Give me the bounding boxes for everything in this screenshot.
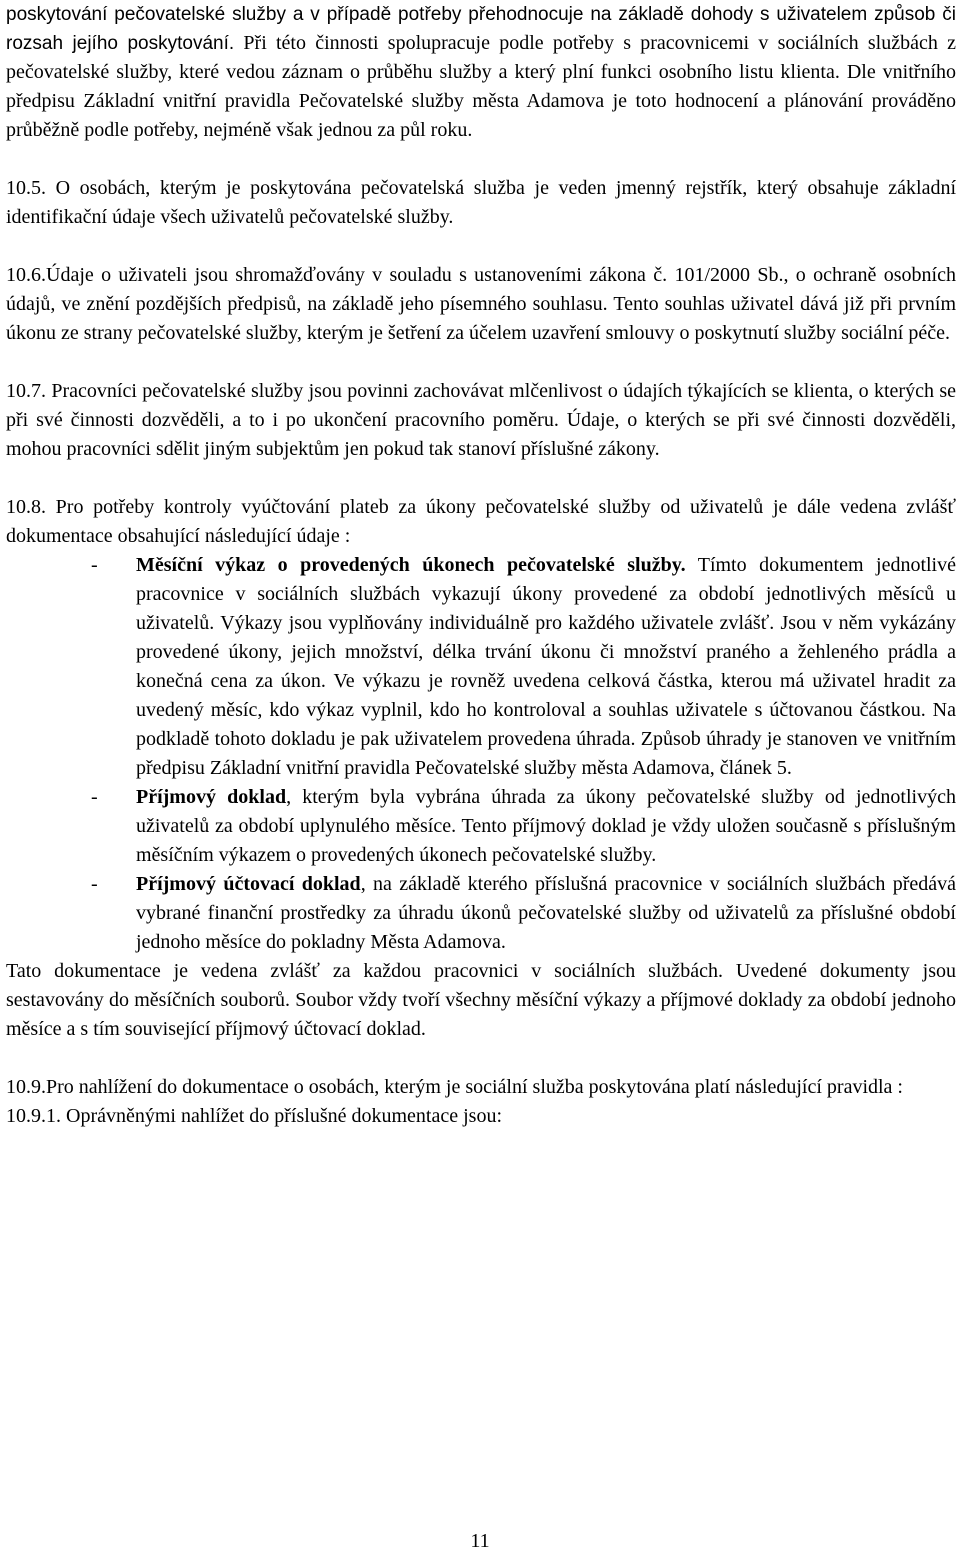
list-item [6,870,956,957]
list-item-title: Příjmový účtovací doklad [136,873,361,895]
paragraph-10-6: 10.6.Údaje o uživateli jsou shromažďovány v souladu s ustanoveními zákona č. 101/2000 Sb., o ochraně osobních údajů, ve znění pozdějších předpisů, na základě jeho písemného souhlasu. Tento souhlas uživatel dává již při prvním úkonu ze strany pečovatelské služby, kterým je šetření za účelem uzavření smlouvy o poskytnutí služby sociální péče. [6,264,956,344]
paragraph-intro [6,0,956,145]
list-dash: - [91,786,98,808]
list-item [6,783,956,870]
list-dash: - [91,873,98,895]
list-item-title: Měsíční výkaz o provedených úkonech pečovatelské služby. [136,554,686,576]
documentation-list [6,551,956,957]
list-dash: - [91,554,98,576]
paragraph-10-7: 10.7. Pracovníci pečovatelské služby jsou povinni zachovávat mlčenlivost o údajích týkajících se klienta, o kterých se při své činnosti dozvěděli, a to i po ukončení pracovního poměru. Údaje, o kterých se při své činnosti dozvěděli, mohou pracovníci sdělit jiným subjektům jen pokud tak stanoví příslušné zákony. [6,380,956,460]
list-item [6,551,956,783]
list-item-title: Příjmový doklad [136,786,287,808]
paragraph-10-5: 10.5. O osobách, kterým je poskytována pečovatelská služba je veden jmenný rejstřík, který obsahuje základní identifikační údaje všech uživatelů pečovatelské služby. [6,177,956,228]
list-item-text: Tímto dokumentem jednotlivé pracovnice v sociálních službách vykazují úkony provedené za období jednotlivých měsíců u uživatelů. Výkazy jsou vyplňovány individuálně pro každého uživatele zvlášť. Jsou v něm vykázány provedené úkony, jejich množství, délka trvání úkonu či množství praného a žehleného prádla a konečná cena za úkon. Ve výkazu je rovněž uvedena celková částka, kterou má uživatel hradit za uvedený měsíc, kdo výkaz vyplnil, kdo ho kontroloval a souhlas uživatele s účtovanou částkou. Na podkladě tohoto dokladu je pak uživatelem provedena úhrada. Způsob úhrady je stanoven ve vnitřním předpisu Základní vnitřní pravidla Pečovatelské služby města Adamova, článek 5. [136,554,956,779]
paragraph-intro-serif: Při této činnosti spolupracuje podle potřeby s pracovnicemi v sociálních službách z pečovatelské služby, které vedou záznam o průběhu služby a který plní funkci osobního listu klienta. Dle vnitřního předpisu Základní vnitřní pravidla Pečovatelské služby města Adamova je toto hodnocení a plánování prováděno průběžně podle potřeby, nejméně však jednou za půl roku. [6,32,956,141]
paragraph-after-list: Tato dokumentace je vedena zvlášť za každou pracovnici v sociálních službách. Uvedené dokumenty jsou sestavovány do měsíčních souborů. Soubor vždy tvoří všechny měsíční výkazy a příjmové doklady za období jednoho měsíce a s tím související příjmový účtovací doklad. [6,960,956,1040]
document-page [6,0,956,1131]
list-item-text: , na základě kterého příslušná pracovnice v sociálních službách předává vybrané finanční prostředky za úhradu úkonů pečovatelské služby od uživatelů za příslušné období jednoho měsíce do pokladny Města Adamova. [136,873,956,953]
paragraph-10-8: 10.8. Pro potřeby kontroly vyúčtování plateb za úkony pečovatelské služby od uživatelů je dále vedena zvlášť dokumentace obsahující následující údaje : [6,496,956,547]
paragraph-intro-sans: poskytování pečovatelské služby a v případě potřeby přehodnocuje na základě dohody s uživatelem způsob či rozsah jejího poskytování. [6,4,956,54]
paragraph-10-9: 10.9.Pro nahlížení do dokumentace o osobách, kterým je sociální služba poskytována platí následující pravidla : [6,1076,903,1098]
list-item-text: , kterým byla vybrána úhrada za úkony pečovatelské služby od jednotlivých uživatelů za období uplynulého měsíce. Tento příjmový doklad je vždy uložen současně s příslušným měsíčním výkazem o provedených úkonech pečovatelské služby. [136,786,956,866]
page-number: 11 [470,1530,490,1552]
paragraph-10-9-1: 10.9.1. Oprávněnými nahlížet do příslušné dokumentace jsou: [6,1105,503,1127]
